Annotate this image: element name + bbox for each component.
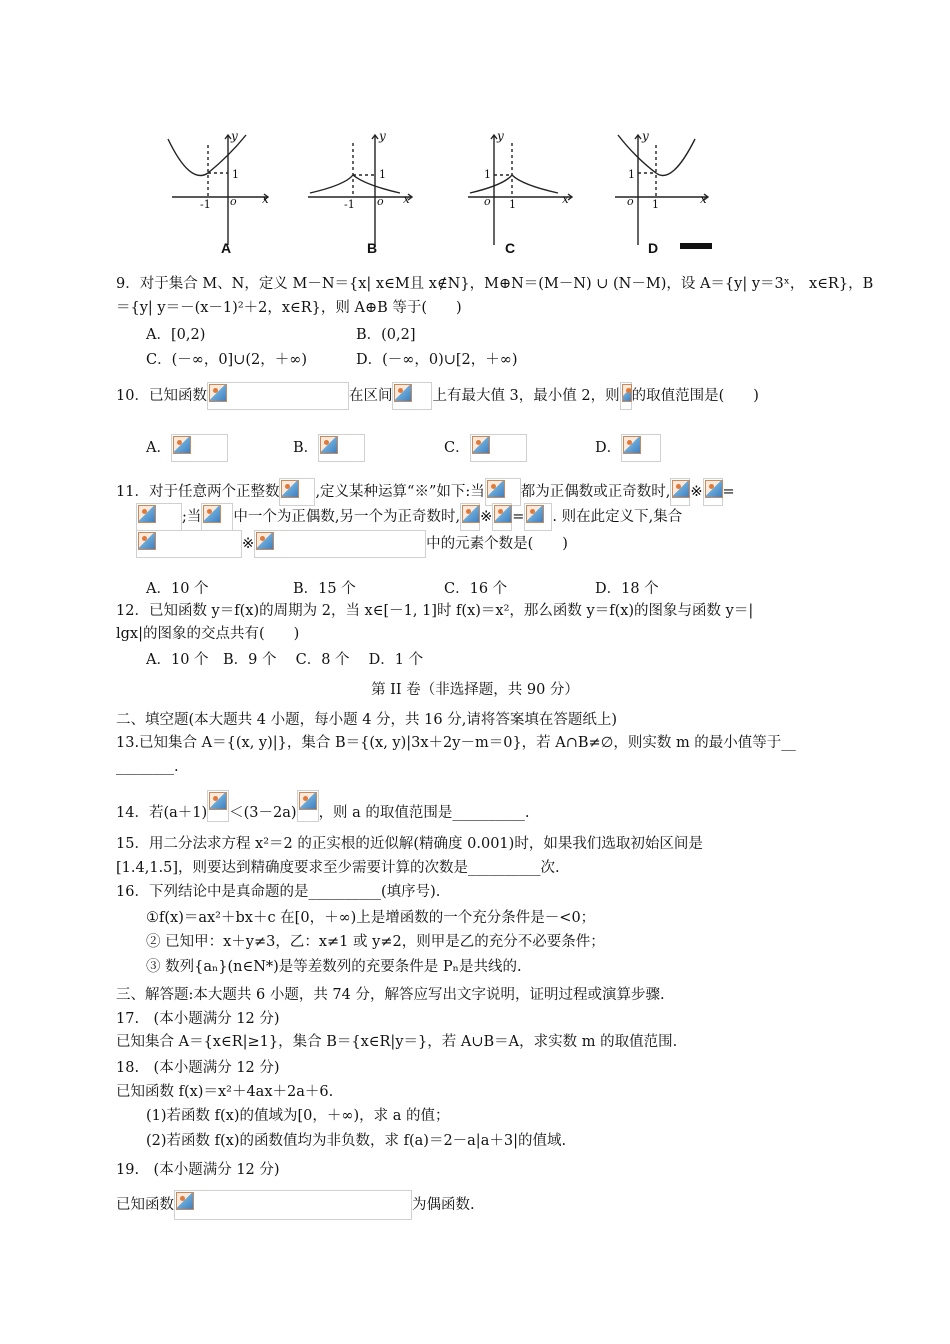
solve-header: 三、解答题:本大题共 6 小题，共 74 分，解答应写出文字说明，证明过程或演算步骤. bbox=[116, 987, 665, 1003]
formula-image bbox=[492, 503, 512, 531]
graph-a-y-label: y bbox=[231, 129, 238, 143]
formula-image bbox=[201, 503, 233, 531]
broken-image-icon bbox=[623, 436, 641, 454]
formula-image bbox=[318, 434, 365, 462]
q9-option-c: C．(－∞，0]∪(2，＋∞) bbox=[146, 352, 307, 368]
q18-part1: (1)若函数 f(x)的值域为[0，＋∞)，求 a 的值； bbox=[146, 1108, 450, 1124]
q17-text: 已知集合 A＝{x∈R|≥1}，集合 B＝{x∈R|y＝}，若 A∪B＝A，求实数 m 的取值范围. bbox=[116, 1034, 678, 1050]
formula-image bbox=[136, 530, 242, 558]
formula-image bbox=[670, 478, 690, 506]
q19-text: 已知函数 为偶函数. bbox=[116, 1190, 475, 1220]
graph-b-x-label: x bbox=[403, 192, 410, 206]
q11-option-b: B．15 个 bbox=[293, 581, 356, 597]
q12-line2: lgx|的图象的交点共有( ) bbox=[116, 626, 300, 642]
formula-image bbox=[524, 503, 552, 531]
graph-c-x-label: x bbox=[562, 192, 569, 206]
q18-heading: 18. (本小题满分 12 分) bbox=[116, 1060, 280, 1076]
graph-label-a: A bbox=[221, 240, 232, 256]
broken-image-icon bbox=[320, 436, 338, 454]
q15-line1: 15．用二分法求方程 x²＝2 的正实根的近似解(精确度 0.001)时，如果我们选取初始区间是 bbox=[116, 836, 703, 852]
q10-option-a: A． bbox=[146, 434, 228, 462]
graph-options-figure bbox=[160, 125, 720, 260]
q11-line1: 11．对于任意两个正整数 ,定义某种运算“※”如下:当 都为正偶数或正奇数时, ※ = bbox=[116, 478, 735, 506]
broken-image-icon bbox=[203, 505, 221, 523]
q11-line2: ;当 中一个为正偶数,另一个为正奇数时, ※ = . 则在此定义下,集合 bbox=[136, 503, 682, 531]
q10-part1: 10．已知函数 bbox=[116, 388, 207, 404]
formula-image bbox=[279, 478, 315, 506]
graph-a-tick-neg1: -1 bbox=[200, 198, 211, 211]
broken-image-icon bbox=[487, 480, 505, 498]
graph-d-tick-1: 1 bbox=[652, 198, 659, 211]
formula-image bbox=[620, 382, 632, 410]
broken-image-icon bbox=[138, 505, 156, 523]
broken-image-icon bbox=[705, 480, 723, 498]
broken-image-icon bbox=[299, 792, 317, 810]
broken-image-icon bbox=[494, 505, 512, 523]
q10-part2: 在区间 bbox=[348, 388, 393, 404]
formula-image bbox=[174, 1190, 412, 1220]
part2-heading: 第 II 卷（非选择题，共 90 分） bbox=[371, 682, 579, 698]
graph-b-tick-neg1: -1 bbox=[344, 198, 355, 211]
broken-image-icon bbox=[176, 1192, 194, 1210]
graph-c-origin: o bbox=[484, 195, 491, 208]
q10-option-d: D． bbox=[595, 434, 661, 462]
q9-option-a: A．[0,2) bbox=[146, 327, 206, 343]
formula-image bbox=[703, 478, 723, 506]
q11-option-d: D．18 个 bbox=[595, 581, 659, 597]
broken-image-icon bbox=[462, 505, 480, 523]
broken-image-icon bbox=[209, 792, 227, 810]
q16-line: 16．下列结论中是真命题的是__________(填序号). bbox=[116, 884, 441, 900]
graph-c-tick-y1: 1 bbox=[484, 168, 491, 181]
formula-image bbox=[297, 790, 319, 822]
formula-image bbox=[485, 478, 521, 506]
q18-part2: (2)若函数 f(x)的函数值均为非负数，求 f(a)＝2－a|a＋3|的值域. bbox=[146, 1133, 567, 1149]
q18-text: 已知函数 f(x)＝x²＋4ax＋2a＋6. bbox=[116, 1084, 334, 1100]
q9-option-b: B．(0,2] bbox=[356, 327, 416, 343]
formula-image bbox=[621, 434, 661, 462]
broken-image-icon bbox=[173, 436, 191, 454]
broken-image-icon bbox=[472, 436, 490, 454]
q10-option-b: B． bbox=[293, 434, 365, 462]
formula-image bbox=[136, 503, 182, 531]
graph-label-c: C bbox=[505, 240, 516, 256]
q14-line: 14．若(a＋1) ＜(3－2a) ，则 a 的取值范围是__________. bbox=[116, 790, 530, 822]
broken-image-icon bbox=[526, 505, 544, 523]
q19-heading: 19. (本小题满分 12 分) bbox=[116, 1162, 280, 1178]
q9-option-d: D．(－∞，0)∪[2，＋∞) bbox=[356, 352, 518, 368]
graph-c-y-label: y bbox=[497, 129, 504, 143]
broken-image-icon bbox=[394, 384, 412, 402]
graph-label-d: D bbox=[648, 240, 659, 256]
q16-item1: ①f(x)＝ax²＋bx＋c 在[0，＋∞)上是增函数的一个充分条件是－<0； bbox=[146, 910, 596, 926]
q13-line1: 13.已知集合 A＝{(x, y)|}，集合 B＝{(x, y)|3x＋2y－m＝0}，若 A∩B≠∅，则实数 m 的最小值等于__ bbox=[116, 735, 796, 751]
broken-image-icon bbox=[138, 532, 156, 550]
graph-d-x-label: x bbox=[700, 192, 707, 206]
graph-b-tick-y1: 1 bbox=[379, 168, 386, 181]
q10-part4: 的取值范围是( ) bbox=[631, 388, 759, 404]
graph-a-x-label: x bbox=[262, 192, 269, 206]
graph-b-origin: o bbox=[377, 195, 384, 208]
graph-b-y-label: y bbox=[379, 129, 386, 143]
formula-image bbox=[207, 382, 349, 410]
q12-options: A．10 个 B．9 个 C．8 个 D．1 个 bbox=[146, 652, 424, 668]
q9-line2: ＝{y| y＝－(x－1)²＋2，x∈R}，则 A⊕B 等于( ) bbox=[116, 300, 462, 316]
q17-heading: 17. (本小题满分 12 分) bbox=[116, 1011, 280, 1027]
fill-header: 二、填空题(本大题共 4 小题，每小题 4 分，共 16 分,请将答案填在答题纸上) bbox=[116, 712, 617, 728]
q11-option-a: A．10 个 bbox=[146, 581, 209, 597]
q13-line2: ________. bbox=[116, 759, 179, 775]
formula-image bbox=[470, 434, 527, 462]
graph-a-tick-y1: 1 bbox=[232, 168, 239, 181]
q16-item3: ③ 数列{aₙ}(n∈N*)是等差数列的充要条件是 Pₙ是共线的. bbox=[146, 959, 522, 975]
formula-image bbox=[392, 382, 432, 410]
graph-c bbox=[468, 135, 572, 245]
q11-line3: ※ 中的元素个数是( ) bbox=[136, 530, 568, 558]
broken-image-icon bbox=[281, 480, 299, 498]
q12-line1: 12．已知函数 y＝f(x)的周期为 2，当 x∈[－1, 1]时 f(x)＝x²，那么函数 y＝f(x)的图象与函数 y＝| bbox=[116, 603, 754, 619]
formula-image bbox=[460, 503, 480, 531]
graph-a-origin: o bbox=[230, 195, 237, 208]
broken-image-icon bbox=[256, 532, 274, 550]
broken-image-icon bbox=[209, 384, 227, 402]
graph-d-origin: o bbox=[627, 195, 634, 208]
formula-image bbox=[254, 530, 426, 558]
graph-d-tick-y1: 1 bbox=[628, 168, 635, 181]
q10-option-c: C． bbox=[444, 434, 527, 462]
q9-line1: 9．对于集合 M、N，定义 M－N＝{x| x∈M且 x∉N}，M⊕N＝(M－N) ∪ (N－M)，设 A＝{y| y＝3ˣ， x∈R}，B bbox=[116, 276, 874, 292]
q10-text bbox=[116, 382, 759, 410]
q10-part3: 上有最大值 3，最小值 2，则 bbox=[432, 388, 620, 404]
graph-a bbox=[168, 135, 268, 245]
broken-image-icon bbox=[672, 480, 690, 498]
broken-image-icon bbox=[622, 384, 632, 402]
q16-item2: ② 已知甲：x＋y≠3，乙：x≠1 或 y≠2，则甲是乙的充分不必要条件； bbox=[146, 934, 605, 950]
q15-line2: [1.4,1.5]，则要达到精确度要求至少需要计算的次数是__________次. bbox=[116, 860, 560, 876]
formula-image bbox=[171, 434, 228, 462]
q11-option-c: C．16 个 bbox=[444, 581, 508, 597]
graph-d bbox=[615, 135, 708, 245]
formula-image bbox=[207, 790, 229, 822]
graph-d-y-label: y bbox=[642, 129, 649, 143]
graph-label-b: B bbox=[367, 240, 378, 256]
graph-c-tick-1: 1 bbox=[509, 198, 516, 211]
graph-b bbox=[308, 135, 412, 245]
